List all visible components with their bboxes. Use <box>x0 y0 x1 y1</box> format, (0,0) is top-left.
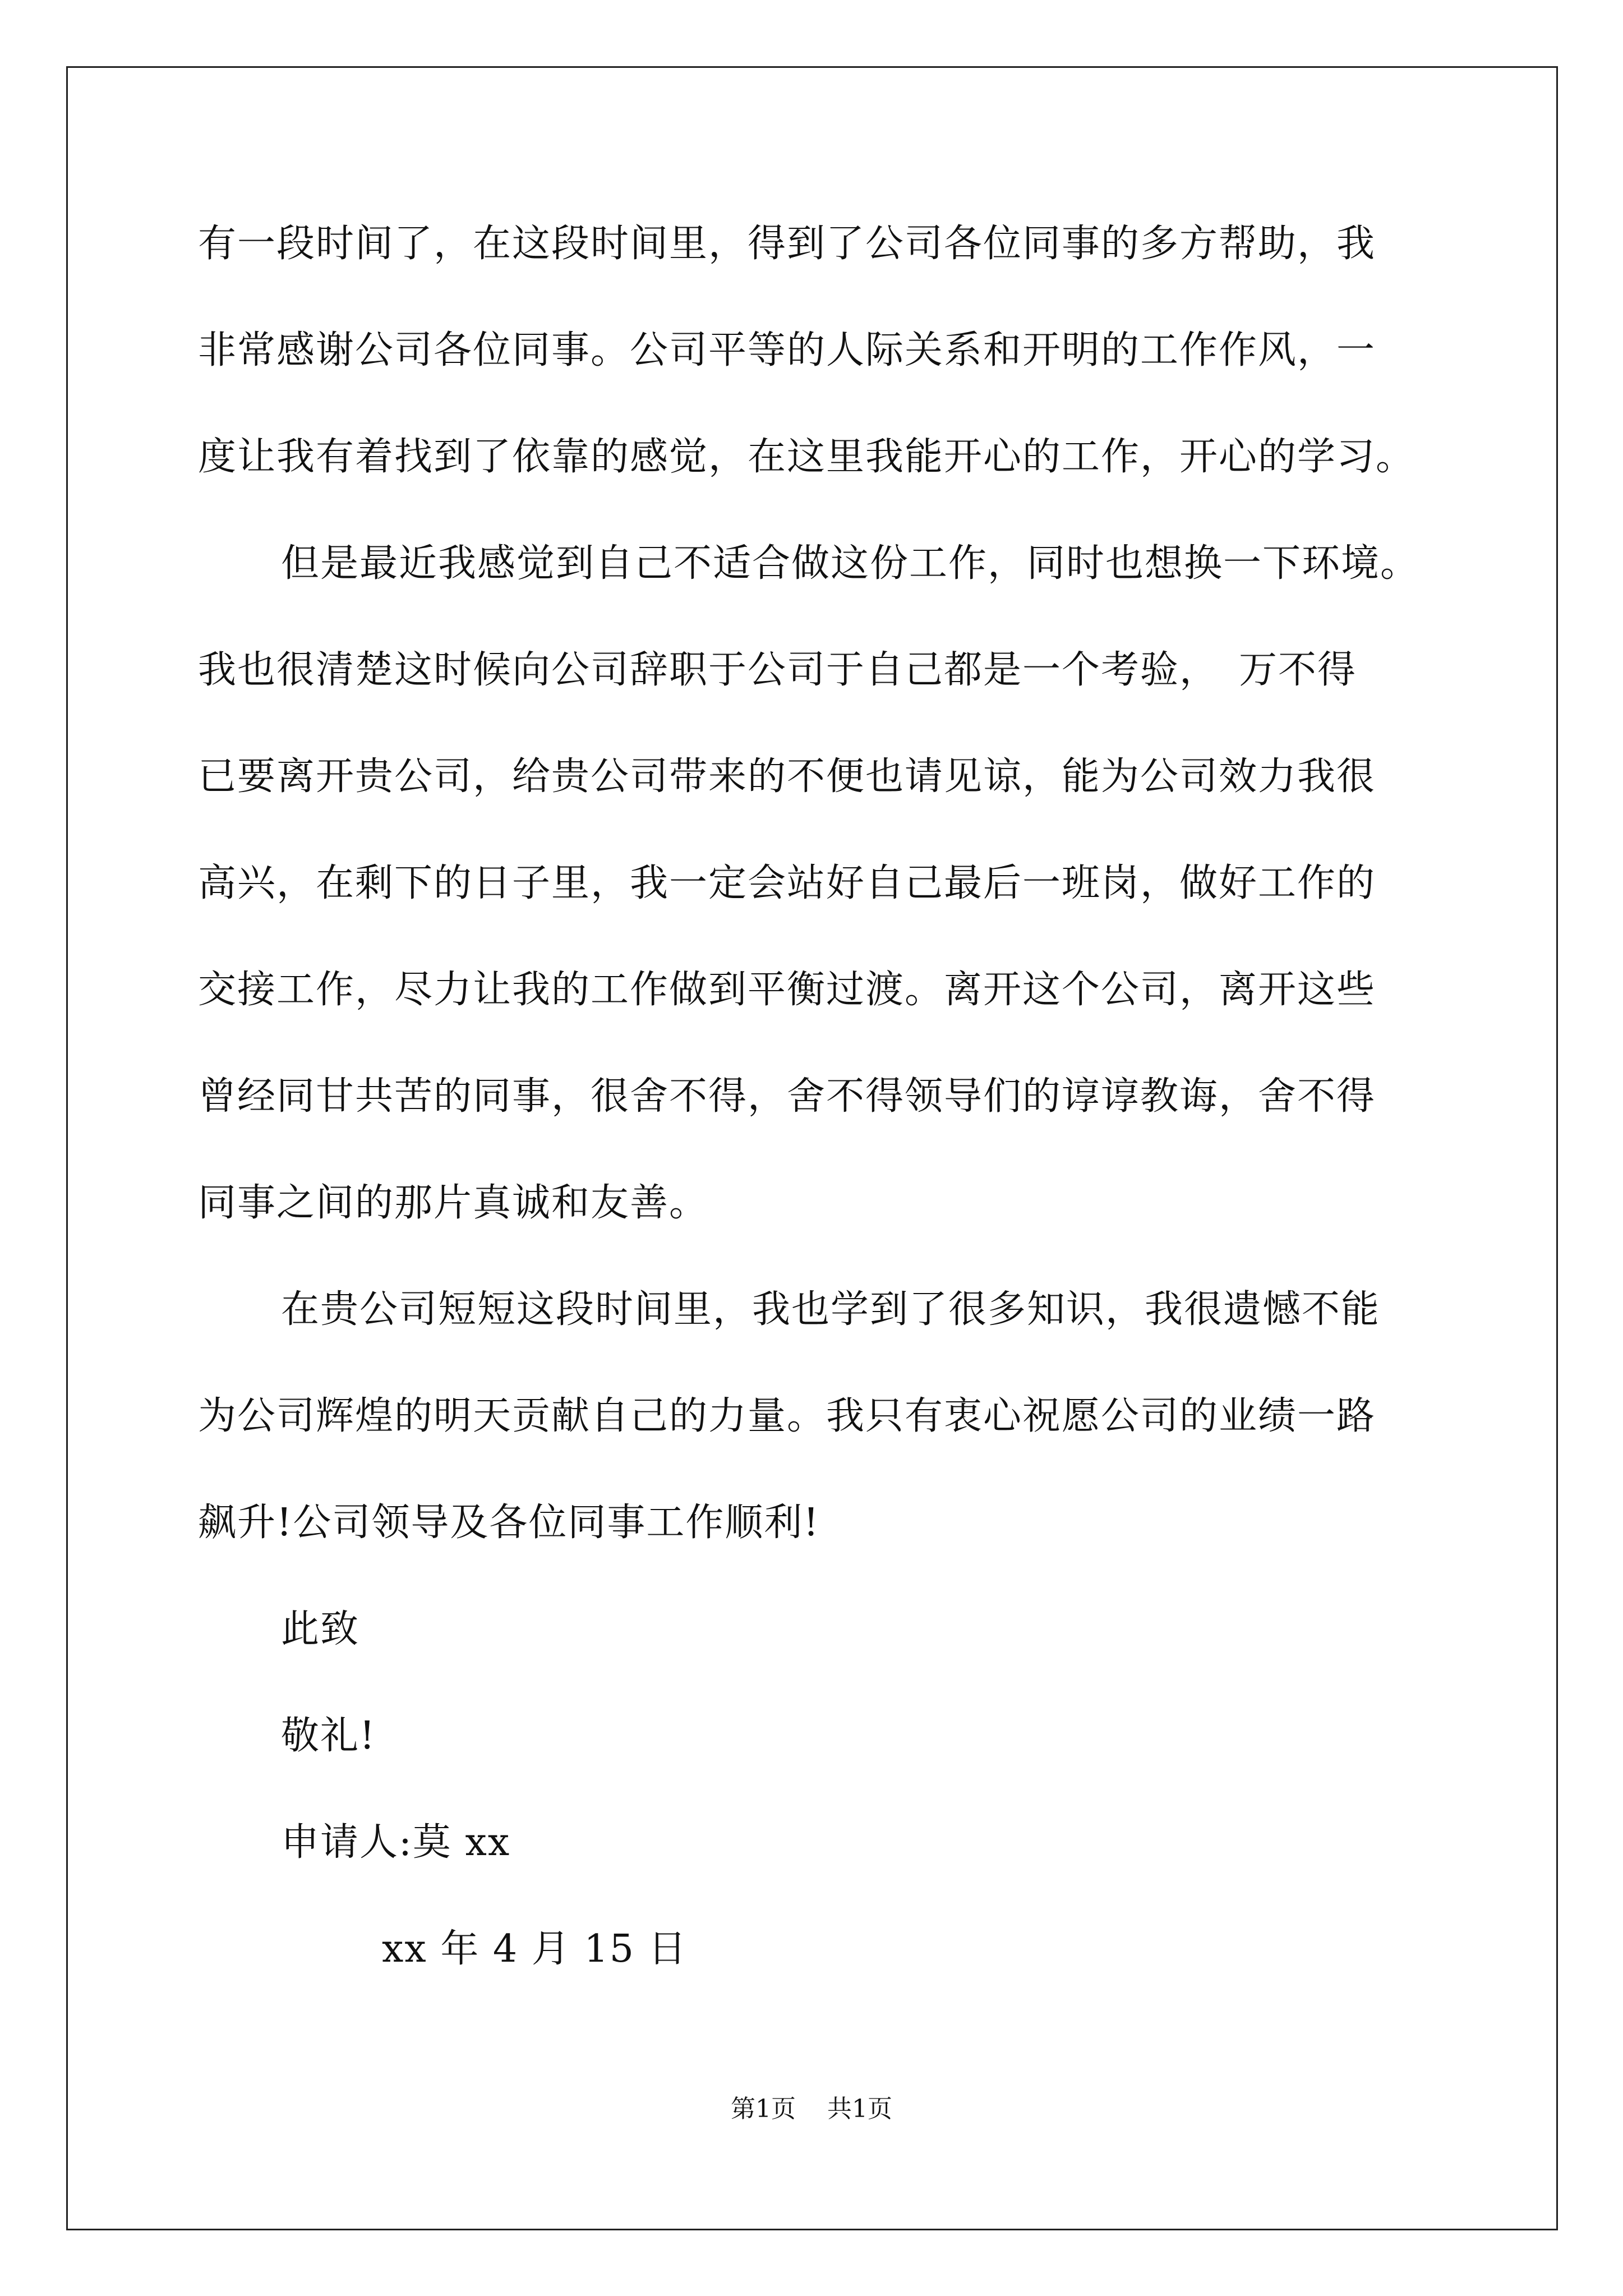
text-line: 已要离开贵公司，给贵公司带来的不便也请见谅，能为公司效力我很 <box>198 754 1376 799</box>
text-line: 我也很清楚这时候向公司辞职于公司于自己都是一个考验， 万不得 <box>198 648 1357 692</box>
text-line: 同事之间的那片真诚和友善。 <box>198 1181 709 1225</box>
paragraph-start-line: 但是最近我感觉到自己不适合做这份工作，同时也想换一下环境。 <box>281 541 1420 586</box>
text-line: 交接工作，尽力让我的工作做到平衡过渡。离开这个公司，离开这些 <box>198 968 1376 1012</box>
closing-regards: 敬礼! <box>281 1714 376 1758</box>
page-footer <box>0 2092 1623 2126</box>
letter-body <box>198 213 1432 2025</box>
page-total: 共1页 <box>827 2095 892 2123</box>
text-line: 有一段时间了，在这段时间里，得到了公司各位同事的多方帮助，我 <box>198 222 1376 266</box>
letter-date: xx 年 4 月 15 日 <box>382 1927 688 1971</box>
text-line: 度让我有着找到了依靠的感觉，在这里我能开心的工作，开心的学习。 <box>198 435 1415 479</box>
text-line: 非常感谢公司各位同事。公司平等的人际关系和开明的工作作风，一 <box>198 328 1376 372</box>
text-line: 曾经同甘共苦的同事，很舍不得，舍不得领导们的谆谆教诲，舍不得 <box>198 1074 1376 1119</box>
text-line: 高兴，在剩下的日子里，我一定会站好自己最后一班岗，做好工作的 <box>198 861 1376 905</box>
text-line: 为公司辉煌的明天贡献自己的力量。我只有衷心祝愿公司的业绩一路 <box>198 1394 1376 1438</box>
text-line: 飙升!公司领导及各位同事工作顺利! <box>198 1501 820 1545</box>
paragraph-start-line: 在贵公司短短这段时间里，我也学到了很多知识，我很遗憾不能 <box>281 1287 1381 1332</box>
applicant-signature: 申请人:莫 xx <box>281 1820 511 1865</box>
closing-salutation: 此致 <box>281 1607 360 1651</box>
page-number: 第1页 <box>731 2095 796 2123</box>
